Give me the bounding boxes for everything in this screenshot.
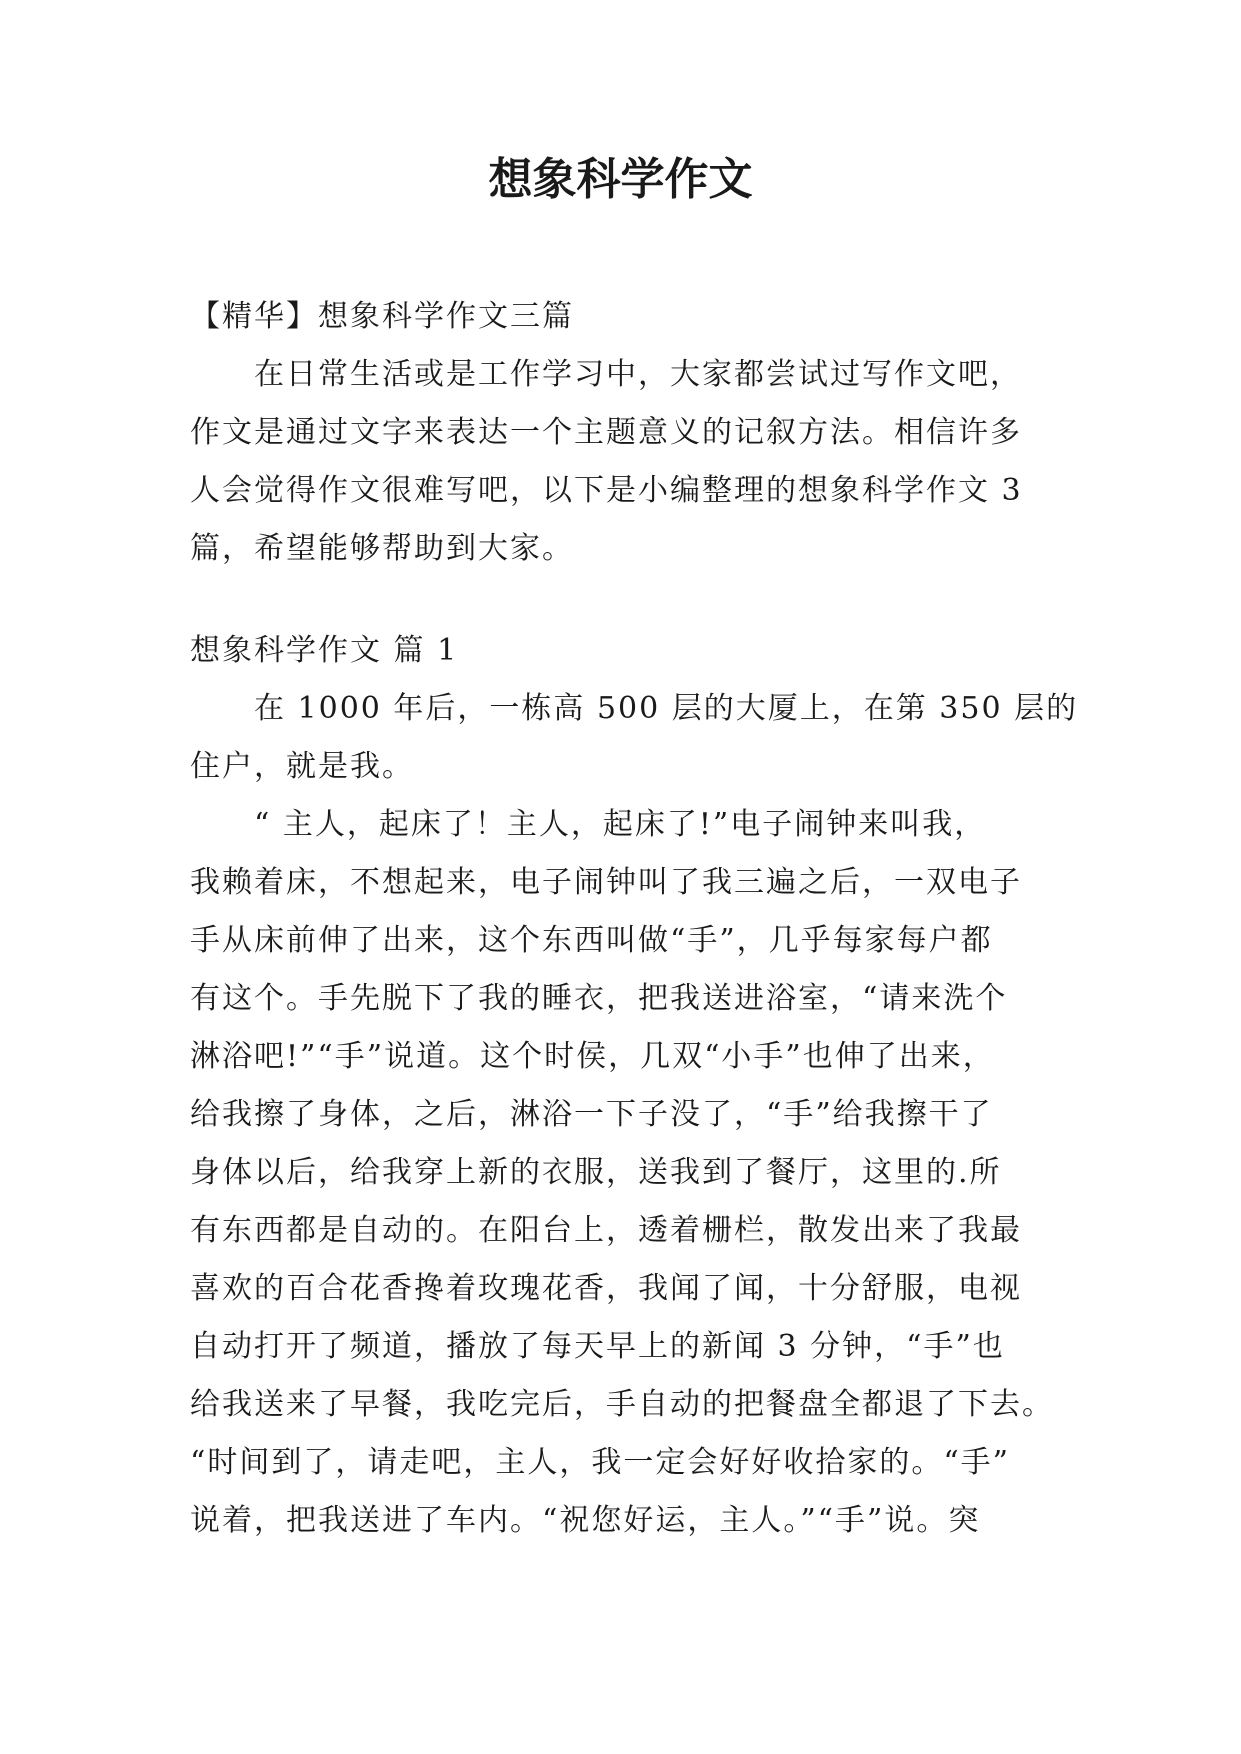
paragraph-line: 我赖着床，不想起来，电子闹钟叫了我三遍之后，一双电子 [190,865,1022,900]
section-spacer [190,578,1058,622]
paragraph-line: 给我送来了早餐，我吃完后，手自动的把餐盘全都退了下去。 [190,1387,1054,1422]
paragraph-line: 喜欢的百合花香搀着玫瑰花香，我闻了闻，十分舒服，电视 [190,1271,1022,1306]
page-title: 想象科学作文 [488,154,753,205]
section-heading: 想象科学作文 篇 1 [190,633,459,668]
intro-line: 作文是通过文字来表达一个主题意义的记叙方法。相信许多 [190,415,1022,450]
paragraph-line: 手从床前伸了出来，这个东西叫做“手”，几乎每家每户都 [190,923,993,958]
document-subtitle: 【精华】想象科学作文三篇 [190,299,574,334]
document-body [190,288,1079,1550]
paragraph-line: “ 主人，起床了！主人，起床了!”电子闹钟来叫我， [190,807,987,842]
paragraph-line: 在 1000 年后，一栋高 500 层的大厦上，在第 350 层的 [190,691,1079,726]
paragraph-line: 有这个。手先脱下了我的睡衣，把我送进浴室，“请来洗个 [190,981,1008,1016]
paragraph-line: 身体以后，给我穿上新的衣服，送我到了餐厅，这里的.所 [190,1155,1002,1190]
paragraph-line: 说着，把我送进了车内。“祝您好运，主人。”“手”说。突 [190,1503,981,1538]
paragraph-line: “时间到了，请走吧，主人，我一定会好好收拾家的。“手” [190,1445,1011,1480]
body-paragraph-1 [190,680,1079,796]
body-paragraph-2 [190,796,1058,1550]
intro-paragraph [190,346,1058,578]
paragraph-line: 淋浴吧!”“手”说道。这个时侯，几双“小手”也伸了出来， [190,1039,995,1074]
intro-line: 人会觉得作文很难写吧，以下是小编整理的想象科学作文 3 [190,473,1023,508]
intro-line: 在日常生活或是工作学习中，大家都尝试过写作文吧， [190,357,1022,392]
intro-line: 篇，希望能够帮助到大家。 [190,531,574,566]
paragraph-line: 自动打开了频道，播放了每天早上的新闻 3 分钟，“手”也 [190,1329,1005,1364]
paragraph-line: 给我擦了身体，之后，淋浴一下子没了，“手”给我擦干了 [190,1097,993,1132]
paragraph-line: 有东西都是自动的。在阳台上，透着栅栏，散发出来了我最 [190,1213,1022,1248]
paragraph-line: 住户，就是我。 [190,749,414,784]
